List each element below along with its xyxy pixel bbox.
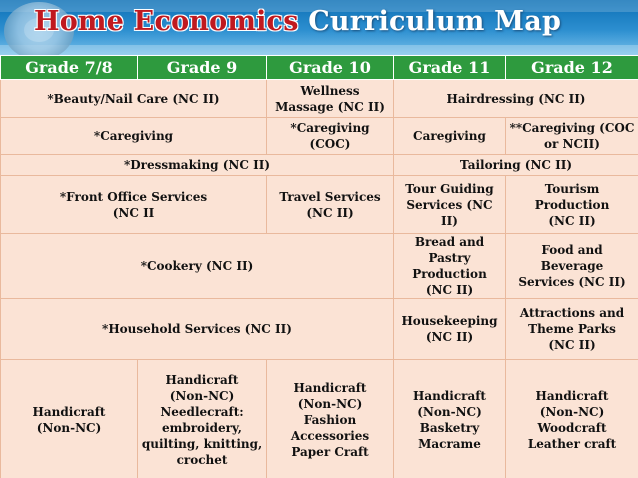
cell-cookery: *Cookery (NC II) <box>1 234 394 299</box>
cell-line: Basketry <box>419 421 480 435</box>
cell-tour-guiding <box>394 176 506 234</box>
cell-line: Handicraft <box>293 381 367 395</box>
cell-line: Macrame <box>418 437 481 451</box>
table-row <box>1 118 638 155</box>
cell-line: Services (NC II) <box>518 275 626 289</box>
grade-header-9: Grade 9 <box>138 56 267 80</box>
table-row <box>1 80 638 118</box>
cell-line: Production <box>534 197 610 212</box>
title-home-economics: Home Economics <box>34 6 299 37</box>
cell-line: Food and Beverage <box>540 243 604 273</box>
cell-line: Paper Craft <box>291 445 369 459</box>
cell-travel-services <box>267 176 394 234</box>
cell-line: Theme Parks <box>528 322 616 336</box>
title-curriculum-map: Curriculum Map <box>308 6 562 37</box>
grade-header-7-8: Grade 7/8 <box>1 56 138 80</box>
cell-line: Woodcraft <box>537 421 607 435</box>
cell-bread-pastry <box>394 234 506 299</box>
cell-dressmaking: *Dressmaking (NC II) <box>1 155 394 176</box>
cell-household-services: *Household Services (NC II) <box>1 299 394 360</box>
table-row <box>1 155 638 176</box>
cell-line: Housekeeping <box>401 314 498 328</box>
table-row <box>1 176 638 234</box>
cell-tailoring: Tailoring (NC II) <box>394 155 638 176</box>
cell-front-office-services <box>1 176 267 234</box>
cell-line: Production <box>412 267 487 281</box>
cell-line: Pastry <box>428 251 471 265</box>
table-row <box>1 299 638 360</box>
cell-line: Attractions and <box>519 306 625 320</box>
cell-line: (Non-NC) <box>417 405 482 419</box>
cell-caregiving: *Caregiving <box>1 118 267 155</box>
cell-line: Handicraft <box>165 373 239 387</box>
cell-hairdressing: Hairdressing (NC II) <box>394 80 638 118</box>
cell-line: (NC II) <box>306 205 354 220</box>
grade-header-10: Grade 10 <box>267 56 394 80</box>
cell-beauty-nail-care: *Beauty/Nail Care (NC II) <box>1 80 267 118</box>
cell-line: (Non-NC) <box>297 397 363 411</box>
cell-line: crochet <box>176 453 228 467</box>
cell-handicraft-grade11 <box>394 360 506 478</box>
page-title <box>34 6 561 37</box>
cell-line: Fashion <box>303 413 357 427</box>
cell-line: (Non-NC) <box>36 421 102 435</box>
table-row <box>1 234 638 299</box>
cell-handicraft-grade9 <box>138 360 267 478</box>
cell-caregiving-grade12: **Caregiving (COC or NCII) <box>506 118 638 155</box>
title-banner <box>0 0 638 55</box>
cell-line: Travel Services <box>279 189 381 204</box>
table-row <box>1 360 638 478</box>
cell-handicraft-grade12 <box>506 360 638 478</box>
cell-line: (NC II) <box>548 338 596 352</box>
cell-line: quilting, knitting, <box>141 437 263 451</box>
cell-caregiving-grade11: Caregiving <box>394 118 506 155</box>
cell-line: Handicraft <box>413 389 486 403</box>
grade-header-11: Grade 11 <box>394 56 506 80</box>
grade-header-row <box>1 56 638 80</box>
cell-line: (NC II) <box>425 283 474 297</box>
cell-line: *Front Office Services <box>59 189 208 204</box>
cell-line: (NC II) <box>425 330 474 344</box>
cell-line: Services (NC II) <box>406 197 493 228</box>
cell-line: Accessories <box>290 429 370 443</box>
cell-line: (Non-NC) <box>169 389 235 403</box>
cell-wellness-massage: Wellness Massage (NC II) <box>267 80 394 118</box>
cell-line: Bread and <box>414 235 485 249</box>
cell-line: (NC II) <box>548 213 596 228</box>
cell-housekeeping <box>394 299 506 360</box>
cell-handicraft-grade10 <box>267 360 394 478</box>
cell-line: Tour Guiding <box>405 181 494 196</box>
cell-line: Needlecraft: <box>160 405 244 419</box>
cell-line: (Non-NC) <box>539 405 605 419</box>
cell-line: Handicraft <box>535 389 609 403</box>
cell-food-beverage <box>506 234 638 299</box>
cell-tourism-production <box>506 176 638 234</box>
cell-attractions-theme-parks <box>506 299 638 360</box>
cell-line: embroidery, <box>162 421 242 435</box>
curriculum-table <box>0 55 638 478</box>
cell-line: Leather craft <box>527 437 617 451</box>
banner-lower-highlight <box>0 45 638 55</box>
cell-line: (NC II <box>112 205 155 220</box>
cell-handicraft-grade7-8 <box>1 360 138 478</box>
cell-line: Handicraft <box>32 405 106 419</box>
grade-header-12: Grade 12 <box>506 56 638 80</box>
cell-line: Tourism <box>544 181 600 196</box>
cell-caregiving-coc: *Caregiving (COC) <box>267 118 394 155</box>
